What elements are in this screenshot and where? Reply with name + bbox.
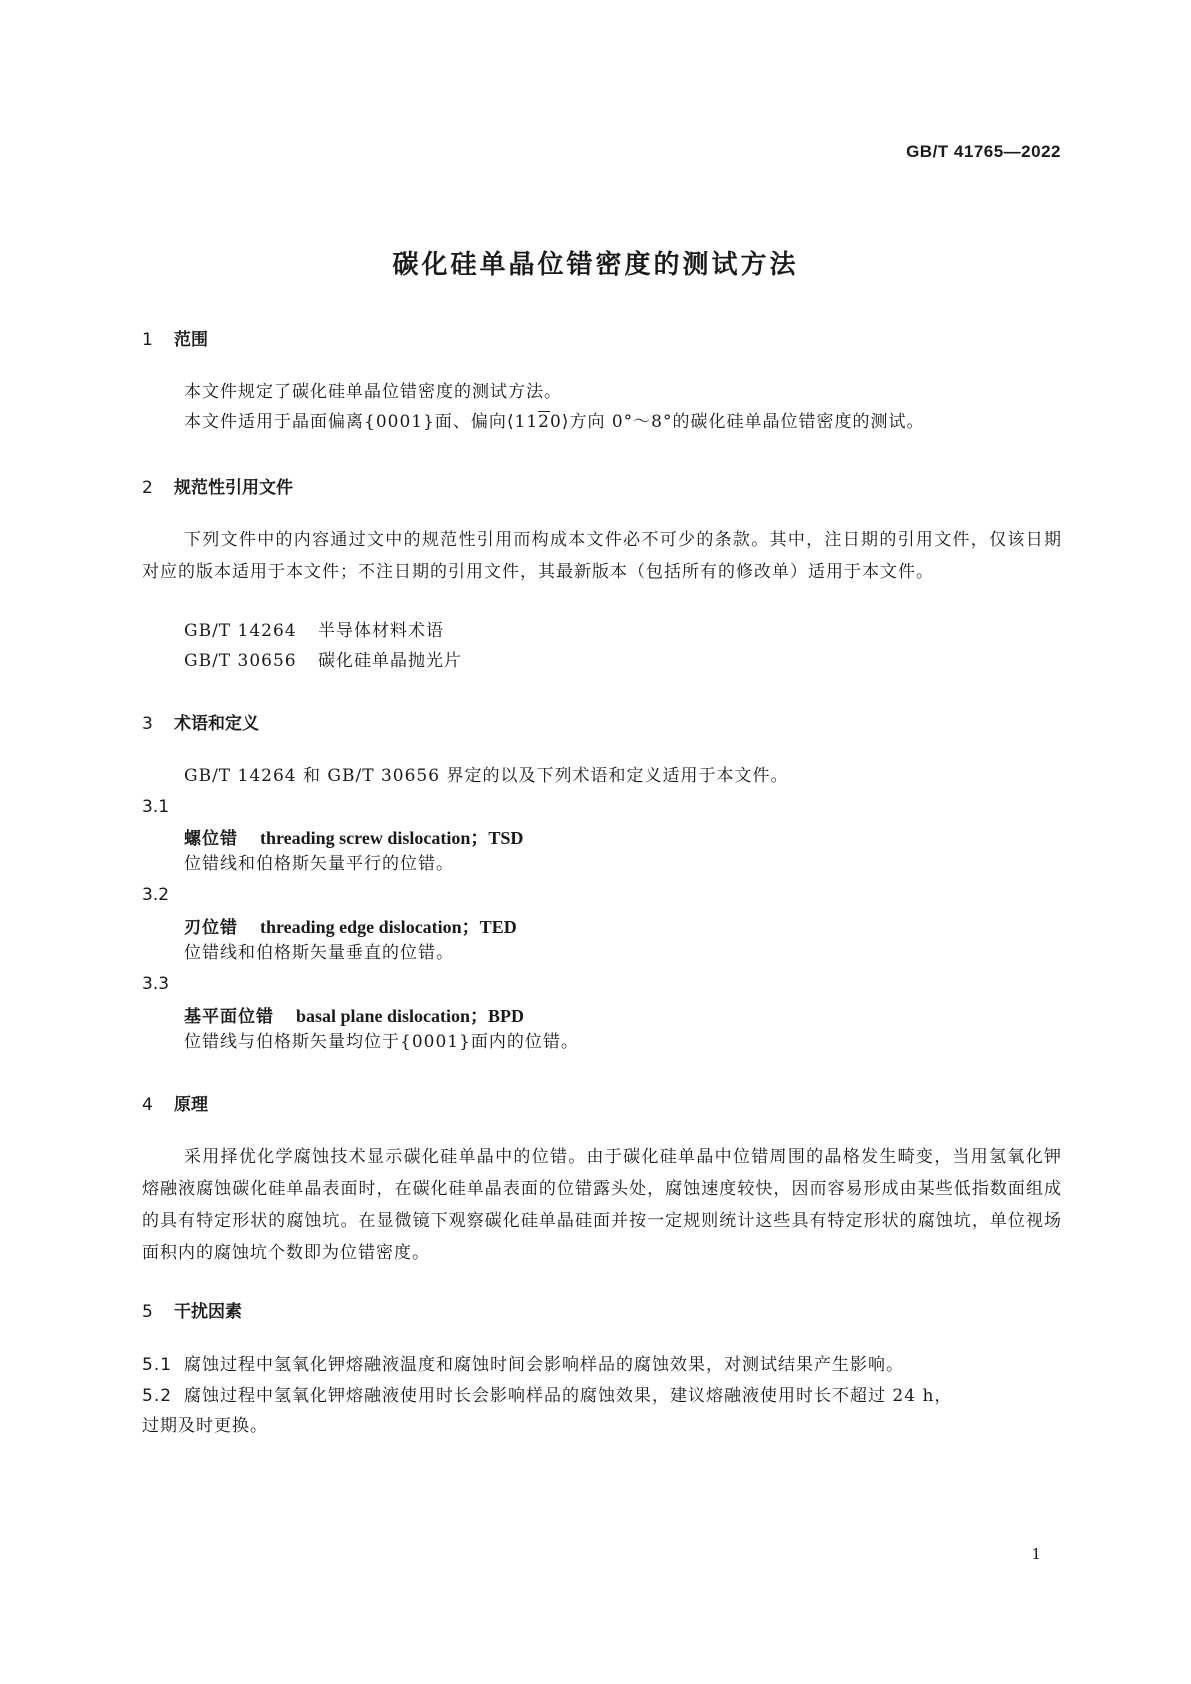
term-definition: 位错线与伯格斯矢量均位于{0001}面内的位错。 [184,1032,579,1052]
term-number: 3.3 [142,974,170,994]
term-heading [184,913,517,939]
scope-paragraph-1: 本文件规定了碳化硅单晶位错密度的测试方法。 [184,382,562,402]
reference-title: 碳化硅单晶抛光片 [318,651,462,671]
standard-number: GB/T 41765—2022 [906,142,1061,161]
section-title: 术语和定义 [174,714,259,734]
term-definition: 位错线和伯格斯矢量平行的位错。 [184,854,454,874]
term-zh: 刃位错 [184,918,238,938]
scope-text-start: 本文件适用于晶面偏离{0001}面、偏向⟨11 [184,412,539,432]
term-heading [184,824,523,850]
clause-5-1 [142,1349,904,1381]
section-title: 范围 [174,330,208,350]
reference-code: GB/T 30656 [184,651,297,671]
reference-code: GB/T 14264 [184,621,297,641]
section-number: 4 [142,1095,153,1115]
section-5-heading [142,1297,242,1322]
section-title: 原理 [174,1095,208,1115]
section-1-heading [142,325,208,350]
term-definition: 位错线和伯格斯矢量垂直的位错。 [184,943,454,963]
clause-number: 5.2 [142,1386,173,1406]
section-4-heading [142,1090,208,1115]
terms-intro: GB/T 14264 和 GB/T 30656 界定的以及下列术语和定义适用于本文件。 [184,766,789,786]
page-title: 碳化硅单晶位错密度的测试方法 [392,250,799,280]
normative-references-paragraph: 下列文件中的内容通过文中的规范性引用而构成本文件必不可少的条款。其中，注日期的引用文件，仅该日期对应的版本适用于本文件；不注日期的引用文件，其最新版本（包括所有的修改单）适用于本文件。 [142,530,1062,582]
section-number: 5 [142,1302,153,1322]
reference-item [184,615,444,647]
term-en: basal plane dislocation；BPD [296,1006,525,1026]
miller-index-bar: 2 [538,412,550,432]
term-heading [184,1002,524,1028]
scope-text-end: 0⟩方向 0°～8°的碳化硅单晶位错密度的测试。 [550,412,925,432]
scope-paragraph-2 [184,406,924,438]
section-title: 规范性引用文件 [174,478,293,498]
section-number: 3 [142,714,153,734]
reference-item [184,645,462,677]
clause-5-2 [142,1380,952,1412]
page-number: 1 [1031,1545,1041,1563]
section-3-heading [142,709,259,734]
term-zh: 螺位错 [184,829,238,849]
section-number: 2 [142,478,153,498]
term-number: 3.1 [142,797,170,817]
section-title: 干扰因素 [174,1302,242,1322]
clause-number: 5.1 [142,1355,173,1375]
clause-5-2-continued: 过期及时更换。 [142,1416,268,1436]
section-number: 1 [142,330,153,350]
term-en: threading edge dislocation；TED [260,917,517,937]
term-number: 3.2 [142,885,170,905]
term-zh: 基平面位错 [184,1007,274,1027]
reference-title: 半导体材料术语 [318,621,444,641]
principle-paragraph: 采用择优化学腐蚀技术显示碳化硅单晶中的位错。由于碳化硅单晶中位错周围的晶格发生畸变，当用氢氧化钾熔融液腐蚀碳化硅单晶表面时，在碳化硅单晶表面的位错露头处，腐蚀速度较快，因而容易形成由某些低指数面组成的具有特定形状的腐蚀坑。在显微镜下观察碳化硅单晶硅面并按一定规则统计这些具有特定形状的腐蚀坑，单位视场面积内的腐蚀坑个数即为位错密度。 [142,1147,1062,1263]
clause-text: 腐蚀过程中氢氧化钾熔融液使用时长会影响样品的腐蚀效果，建议熔融液使用时长不超过 24 h， [184,1386,953,1406]
section-2-heading [142,473,293,498]
clause-text: 腐蚀过程中氢氧化钾熔融液温度和腐蚀时间会影响样品的腐蚀效果，对测试结果产生影响。 [184,1355,904,1375]
term-en: threading screw dislocation；TSD [260,828,524,848]
